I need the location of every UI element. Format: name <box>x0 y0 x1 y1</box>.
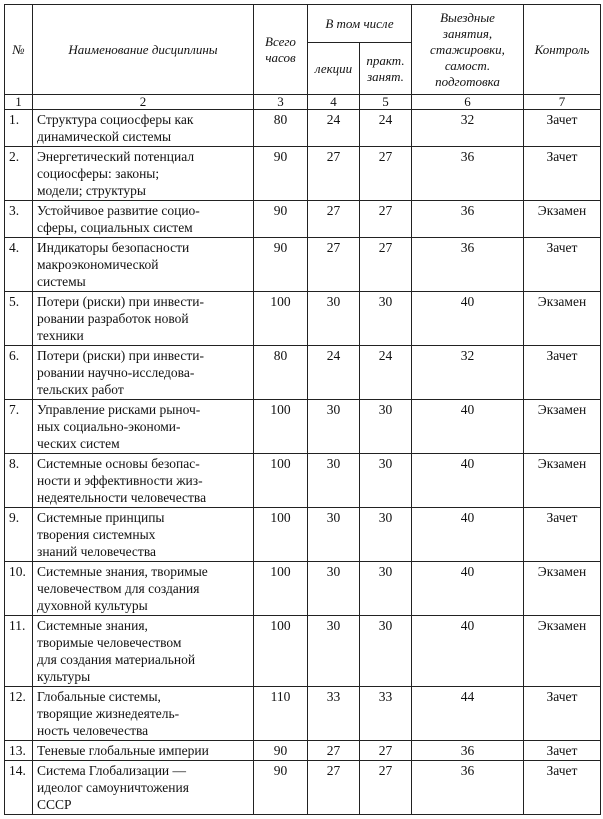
practice-hours: 27 <box>360 238 412 292</box>
total-hours: 90 <box>254 238 308 292</box>
header-including: В том числе <box>308 5 412 43</box>
field-hours: 32 <box>412 346 524 400</box>
practice-hours: 33 <box>360 687 412 741</box>
control-type: Зачет <box>524 238 601 292</box>
row-number: 1. <box>5 110 33 147</box>
table-row <box>5 346 601 400</box>
discipline-name: Индикаторы безопасности макроэкономической системы <box>33 238 254 292</box>
header-num: № <box>5 5 33 95</box>
row-number: 9. <box>5 508 33 562</box>
header-control: Контроль <box>524 5 601 95</box>
practice-hours: 30 <box>360 292 412 346</box>
lecture-hours: 30 <box>308 508 360 562</box>
discipline-name: Системные принципы творения системных знаний человечества <box>33 508 254 562</box>
lecture-hours: 30 <box>308 400 360 454</box>
total-hours: 100 <box>254 292 308 346</box>
practice-hours: 30 <box>360 616 412 687</box>
discipline-name: Потери (риски) при инвести- ровании разработок новой техники <box>33 292 254 346</box>
column-number: 7 <box>524 95 601 110</box>
practice-hours: 24 <box>360 110 412 147</box>
control-type: Зачет <box>524 741 601 761</box>
control-type: Экзамен <box>524 562 601 616</box>
row-number: 2. <box>5 147 33 201</box>
column-number: 3 <box>254 95 308 110</box>
field-hours: 44 <box>412 687 524 741</box>
table-row <box>5 454 601 508</box>
row-number: 6. <box>5 346 33 400</box>
discipline-name: Устойчивое развитие социо- сферы, социальных систем <box>33 201 254 238</box>
discipline-name: Система Глобализации — идеолог самоуничтожения СССР <box>33 761 254 815</box>
total-hours: 100 <box>254 508 308 562</box>
column-number: 6 <box>412 95 524 110</box>
column-number: 4 <box>308 95 360 110</box>
total-hours: 90 <box>254 741 308 761</box>
discipline-name: Глобальные системы, творящие жизнедеятель- ность человечества <box>33 687 254 741</box>
practice-hours: 30 <box>360 562 412 616</box>
discipline-name: Системные знания, творимые человечеством для создания духовной культуры <box>33 562 254 616</box>
table-row <box>5 741 601 761</box>
field-hours: 40 <box>412 616 524 687</box>
curriculum-table <box>4 4 601 815</box>
header-total: Всего часов <box>254 5 308 95</box>
lecture-hours: 30 <box>308 292 360 346</box>
field-hours: 40 <box>412 562 524 616</box>
column-number: 2 <box>33 95 254 110</box>
total-hours: 100 <box>254 400 308 454</box>
practice-hours: 27 <box>360 741 412 761</box>
table-row <box>5 201 601 238</box>
practice-hours: 30 <box>360 508 412 562</box>
column-number: 5 <box>360 95 412 110</box>
column-numbers-row <box>5 95 601 110</box>
table-row <box>5 400 601 454</box>
row-number: 3. <box>5 201 33 238</box>
field-hours: 36 <box>412 761 524 815</box>
discipline-name: Потери (риски) при инвести- ровании научно-исследова- тельских работ <box>33 346 254 400</box>
control-type: Зачет <box>524 110 601 147</box>
discipline-name: Управление рисками рыноч- ных социально-экономи- ческих систем <box>33 400 254 454</box>
table-row <box>5 238 601 292</box>
total-hours: 80 <box>254 110 308 147</box>
field-hours: 36 <box>412 238 524 292</box>
lecture-hours: 27 <box>308 238 360 292</box>
table-row <box>5 508 601 562</box>
total-hours: 90 <box>254 147 308 201</box>
row-number: 4. <box>5 238 33 292</box>
table-row <box>5 292 601 346</box>
table-row <box>5 147 601 201</box>
field-hours: 36 <box>412 201 524 238</box>
header-name: Наименование дисциплины <box>33 5 254 95</box>
total-hours: 100 <box>254 616 308 687</box>
control-type: Зачет <box>524 346 601 400</box>
field-hours: 40 <box>412 508 524 562</box>
control-type: Зачет <box>524 687 601 741</box>
total-hours: 110 <box>254 687 308 741</box>
row-number: 7. <box>5 400 33 454</box>
control-type: Зачет <box>524 761 601 815</box>
lecture-hours: 24 <box>308 346 360 400</box>
control-type: Экзамен <box>524 400 601 454</box>
field-hours: 32 <box>412 110 524 147</box>
table-row <box>5 616 601 687</box>
row-number: 14. <box>5 761 33 815</box>
column-number: 1 <box>5 95 33 110</box>
field-hours: 40 <box>412 292 524 346</box>
field-hours: 40 <box>412 400 524 454</box>
table-row <box>5 110 601 147</box>
lecture-hours: 33 <box>308 687 360 741</box>
header-practice: практ. занят. <box>360 43 412 95</box>
discipline-name: Системные знания, творимые человечеством для создания материальной культуры <box>33 616 254 687</box>
row-number: 11. <box>5 616 33 687</box>
table-row <box>5 687 601 741</box>
total-hours: 90 <box>254 761 308 815</box>
field-hours: 40 <box>412 454 524 508</box>
row-number: 5. <box>5 292 33 346</box>
control-type: Зачет <box>524 147 601 201</box>
total-hours: 100 <box>254 562 308 616</box>
practice-hours: 27 <box>360 147 412 201</box>
lecture-hours: 27 <box>308 201 360 238</box>
discipline-name: Структура социосферы как динамической системы <box>33 110 254 147</box>
total-hours: 100 <box>254 454 308 508</box>
discipline-name: Теневые глобальные империи <box>33 741 254 761</box>
lecture-hours: 30 <box>308 454 360 508</box>
control-type: Экзамен <box>524 454 601 508</box>
control-type: Зачет <box>524 508 601 562</box>
table-row <box>5 761 601 815</box>
discipline-name: Системные основы безопас- ности и эффективности жиз- недеятельности человечества <box>33 454 254 508</box>
control-type: Экзамен <box>524 201 601 238</box>
practice-hours: 24 <box>360 346 412 400</box>
discipline-name: Энергетический потенциал социосферы: законы; модели; структуры <box>33 147 254 201</box>
header-field: Выездные занятия, стажировки, самост. подготовка <box>412 5 524 95</box>
row-number: 10. <box>5 562 33 616</box>
total-hours: 80 <box>254 346 308 400</box>
row-number: 13. <box>5 741 33 761</box>
table-row <box>5 562 601 616</box>
control-type: Экзамен <box>524 616 601 687</box>
practice-hours: 27 <box>360 761 412 815</box>
row-number: 12. <box>5 687 33 741</box>
header-lectures: лекции <box>308 43 360 95</box>
practice-hours: 27 <box>360 201 412 238</box>
row-number: 8. <box>5 454 33 508</box>
practice-hours: 30 <box>360 454 412 508</box>
lecture-hours: 27 <box>308 741 360 761</box>
lecture-hours: 27 <box>308 147 360 201</box>
lecture-hours: 30 <box>308 562 360 616</box>
lecture-hours: 24 <box>308 110 360 147</box>
lecture-hours: 30 <box>308 616 360 687</box>
practice-hours: 30 <box>360 400 412 454</box>
control-type: Экзамен <box>524 292 601 346</box>
field-hours: 36 <box>412 147 524 201</box>
field-hours: 36 <box>412 741 524 761</box>
lecture-hours: 27 <box>308 761 360 815</box>
total-hours: 90 <box>254 201 308 238</box>
